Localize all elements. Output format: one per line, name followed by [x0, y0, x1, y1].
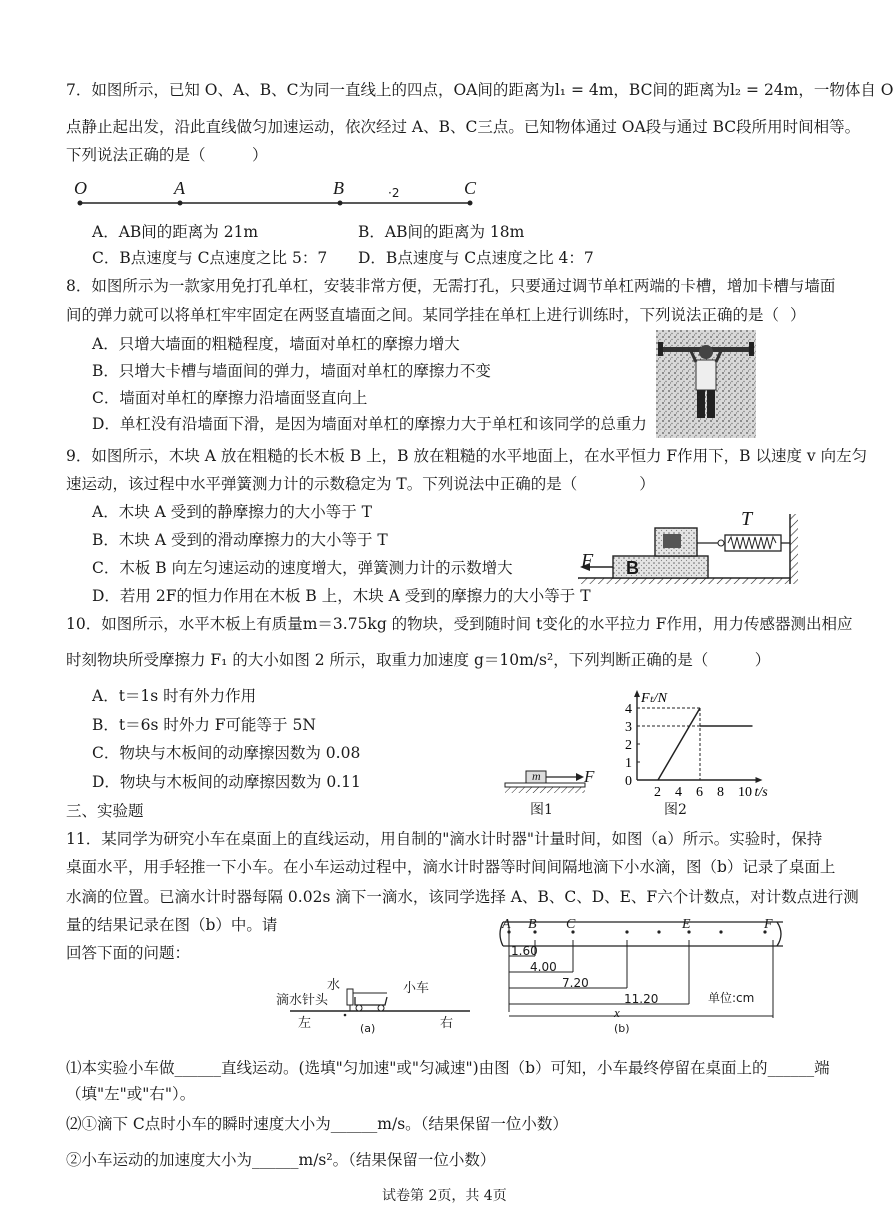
q11-fig-b-caption: (b) [614, 1022, 630, 1035]
q8-stem-line1: 8．如图所示为一款家用免打孔单杠，安装非常方便，无需打孔，只要通过调节单杠两端的卡槽，增加卡槽与墙面 [66, 277, 836, 295]
q11-fig-a-water-label: 水 [327, 978, 341, 993]
chart-x-tick-label: 8 [717, 785, 724, 800]
q11-fig-b-unit: 单位:cm [708, 991, 755, 1005]
q11-fig-a-right-label: 右 [440, 1016, 454, 1031]
point-o-label: O [74, 178, 87, 198]
q8-stem-line2: 间的弹力就可以将单杠牢牢固定在两竖直墙面之间。某同学挂在单杠上进行训练时，下列说法正确的是（ [66, 306, 780, 324]
q8-paren-close: ） [790, 306, 806, 324]
q11-sub1-line2: （填"左"或"右"）。 [66, 1085, 196, 1103]
chart-y-axis-label: Fₜ/N [641, 691, 667, 706]
q11-sub1-text-c: 端 [814, 1059, 830, 1077]
chart-x-tick-label: 2 [654, 785, 661, 800]
q11-sub2-blank[interactable]: ______ [330, 1115, 378, 1133]
q9-force-f-label: F [581, 550, 594, 572]
q11-fig-b-point-e: E [682, 917, 691, 932]
q11-fig-b-dim-2: 4.00 [530, 960, 557, 974]
q8-option-d: D．单杠没有沿墙面下滑，是因为墙面对单杠的摩擦力大于单杠和该同学的总重力 [92, 415, 647, 433]
q11-sub1-line1 [66, 1058, 830, 1078]
chart-y-tick-label: 3 [625, 720, 632, 735]
q11-fig-a-caption: (a) [360, 1022, 376, 1035]
q10-fig1-caption: 图1 [530, 802, 553, 818]
chart-y-tick-label: 4 [625, 702, 632, 717]
q11-stem-line3: 水滴的位置。已滴水计时器每隔 0.02s 滴下一滴水，该同学选择 A、B、C、D、E、F六个计数点，对计数点进行测 [66, 888, 859, 906]
q9-option-d: D．若用 2F的恒力作用在木板 B 上，木块 A 受到的摩擦力的大小等于 T [92, 587, 591, 605]
point-a-label: A [174, 178, 185, 198]
q11-sub1-blank-2[interactable]: ______ [767, 1059, 815, 1077]
q11-sub1-text-b: 直线运动。(选填"匀加速"或"匀减速")由图（b）可知，小车最终停留在桌面上的 [221, 1059, 768, 1077]
q7-stem-line3: 下列说法正确的是（ ） [66, 146, 268, 164]
q11-fig-b-x-label: x [614, 1005, 620, 1020]
section-3-title: 三、实验题 [66, 802, 144, 820]
q7-option-b: B．AB间的距离为 18m [358, 223, 525, 241]
q11-sub3-line [66, 1150, 495, 1170]
q7-option-d: D．B点速度与 C点速度之比 4：7 [358, 249, 594, 267]
q11-fig-b-point-c: C [566, 917, 576, 932]
q11-sub1-text-a: ⑴本实验小车做 [66, 1059, 175, 1077]
q11-stem-line2: 桌面水平，用手轻推一下小车。在小车运动过程中，滴水计时器等时间间隔地滴下小水滴，图（b）记录了桌面上 [66, 858, 836, 876]
chart-y-arrow [634, 690, 640, 697]
q11-stem-line5: 回答下面的问题： [66, 944, 191, 962]
chart-x-tick-label: 6 [696, 785, 703, 800]
chart-series-segment [658, 708, 700, 780]
chart-y-tick-label: 1 [625, 756, 632, 771]
q11-fig-b-dim-4: 11.20 [624, 992, 659, 1006]
chart-origin-label: 0 [625, 774, 632, 789]
q11-fig-a-left-label: 左 [298, 1016, 312, 1031]
q9-board-b-label: B [626, 558, 639, 578]
q11-fig-a-car-label: 小车 [403, 981, 430, 996]
q11-sub3-text-a: ②小车运动的加速度大小为 [66, 1151, 253, 1169]
q7-stem-line2: 点静止起出发，沿此直线做匀加速运动，依次经过 A、B、C三点。已知物体通过 OA段与通过 BC段所用时间相等。 [66, 118, 861, 136]
q9-tension-t-label: T [741, 508, 753, 530]
q10-stem-line1: 10．如图所示，水平木板上有质量m＝3.75kg 的物块，受到随时间 t变化的水平拉力 F作用，用力传感器测出相应 [66, 615, 853, 633]
q9-option-a: A．木块 A 受到的静摩擦力的大小等于 T [92, 503, 373, 521]
q11-fig-b-point-f: F [764, 917, 773, 932]
q7-stem-line1: 7．如图所示，已知 O、A、B、C为同一直线上的四点，OA间的距离为l₁ = 4m，BC间的距离为l₂ = 24m，一物体自 O [66, 81, 894, 99]
q11-stem-line1: 11．某同学为研究小车在桌面上的直线运动，用自制的"滴水计时器"计量时间，如图（a）所示。实验时，保持 [66, 830, 823, 848]
q11-fig-b-point-a: A [502, 917, 511, 932]
q11-sub3-text-b: m/s²。（结果保留一位小数） [298, 1151, 496, 1169]
q11-sub2-text-b: m/s。（结果保留一位小数） [377, 1115, 568, 1133]
chart-x-tick-label: 4 [675, 785, 682, 800]
q11-sub2-text-a: ⑵①滴下 C点时小车的瞬时速度大小为 [66, 1115, 331, 1133]
chart-x-tick-label: 10 [738, 785, 752, 800]
q7-line-diagram [0, 182, 867, 222]
q7-option-a: A．AB间的距离为 21m [92, 223, 259, 241]
chart-x-arrow [756, 777, 763, 783]
q10-stem-line2: 时刻物块所受摩擦力 F₁ 的大小如图 2 所示，取重力加速度 g＝10m/s²，下列判断正确的是（ ） [66, 651, 771, 669]
page-footer: 试卷第 2页，共 4页 [382, 1188, 507, 1204]
q9-stem-line2: 速运动，该过程中水平弹簧测力计的示数稳定为 T。下列说法中正确的是（ ） [66, 475, 655, 493]
q10-option-a: A．t＝1s 时有外力作用 [92, 687, 257, 705]
q9-stem-line1: 9．如图所示，木块 A 放在粗糙的长木板 B 上，B 放在粗糙的水平地面上，在水平恒力 F作用下，B 以速度 v 向左匀 [66, 447, 868, 465]
q11-fig-b-dim-1: 1.60 [511, 944, 538, 958]
q11-sub3-blank[interactable]: ______ [252, 1151, 299, 1169]
q10-fig1-mass-label: m [532, 769, 541, 783]
q9-option-c: C．木板 B 向左匀速运动的速度增大，弹簧测力计的示数增大 [92, 559, 513, 577]
q9-block-diagram [568, 512, 808, 592]
q8-option-c: C．墙面对单杠的摩擦力沿墙面竖直向上 [92, 389, 368, 407]
q10-fig2-caption: 图2 [664, 802, 687, 818]
point-b-label: B [333, 178, 344, 198]
q10-option-b: B．t＝6s 时外力 F可能等于 5N [92, 716, 316, 734]
q8-option-a: A．只增大墙面的粗糙程度，墙面对单杠的摩擦力增大 [92, 335, 460, 353]
q7-mark: ·2 [388, 186, 400, 200]
q11-fig-b-point-b: B [528, 917, 537, 932]
chart-y-tick-label: 2 [625, 738, 632, 753]
q8-option-b: B．只增大卡槽与墙面间的弹力，墙面对单杠的摩擦力不变 [92, 362, 491, 380]
point-c-label: C [464, 178, 477, 198]
q7-option-c: C．B点速度与 C点速度之比 5：7 [92, 249, 328, 267]
q10-option-d: D．物块与木板间的动摩擦因数为 0.11 [92, 773, 361, 791]
q11-fig-b-dim-3: 7.20 [562, 976, 589, 990]
q10-friction-chart [615, 688, 768, 806]
q11-fig-a-nozzle-label: 滴水针头 [276, 993, 329, 1008]
chart-x-axis-label: t/s [754, 785, 768, 800]
q11-sub1-blank-1[interactable]: ______ [174, 1059, 222, 1077]
q10-fig1-force-label: F [584, 767, 595, 786]
q11-stem-line4: 量的结果记录在图（b）中。请 [66, 916, 278, 934]
q11-sub2-line [66, 1114, 568, 1134]
q10-option-c: C．物块与木板间的动摩擦因数为 0.08 [92, 744, 361, 762]
pullup-bar-photo [656, 330, 756, 438]
q9-option-b: B．木块 A 受到的滑动摩擦力的大小等于 T [92, 531, 388, 549]
